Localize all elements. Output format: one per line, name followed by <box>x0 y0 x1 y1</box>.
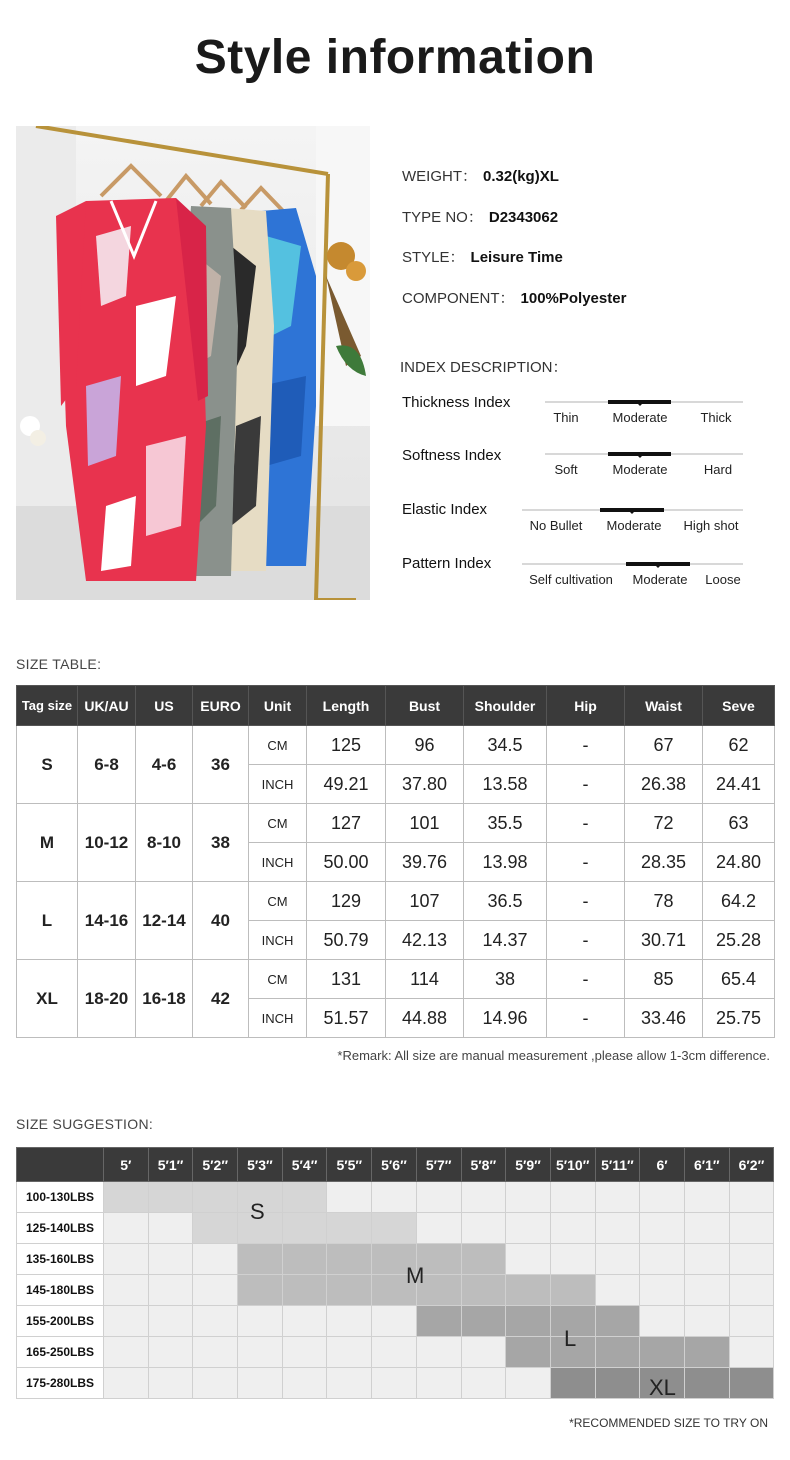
unit-cell: CM <box>249 726 307 765</box>
suggestion-cell <box>148 1337 193 1368</box>
ukau-cell: 10-12 <box>78 804 136 882</box>
measure-cell: - <box>547 999 625 1038</box>
size-letter-m: M <box>406 1263 425 1288</box>
suggestion-cell-filled <box>506 1275 551 1306</box>
suggestion-cell-filled <box>595 1368 640 1399</box>
suggestion-cell <box>104 1368 149 1399</box>
suggestion-cell-filled <box>506 1306 551 1337</box>
measure-cell: 28.35 <box>625 843 703 882</box>
suggestion-cell-filled <box>595 1337 640 1368</box>
measure-cell: 114 <box>386 960 464 999</box>
measure-cell: 33.46 <box>625 999 703 1038</box>
header-shoulder: Shoulder <box>464 686 547 726</box>
measure-cell: 35.5 <box>464 804 547 843</box>
suggestion-cell <box>238 1368 283 1399</box>
unit-cell: INCH <box>249 921 307 960</box>
suggestion-cell <box>684 1275 729 1306</box>
suggestion-cell <box>416 1337 461 1368</box>
suggestion-cell <box>506 1244 551 1275</box>
suggestion-cell <box>416 1182 461 1213</box>
style-value: Leisure Time <box>470 249 563 266</box>
suggestion-cell-filled <box>416 1306 461 1337</box>
suggestion-cell-filled <box>282 1275 327 1306</box>
measure-cell: 30.71 <box>625 921 703 960</box>
suggestion-cell <box>282 1306 327 1337</box>
size-table <box>16 685 775 1038</box>
suggestion-cell <box>372 1306 417 1337</box>
index-description-label: INDEX DESCRIPTION： <box>400 359 568 376</box>
suggestion-cell-filled <box>595 1306 640 1337</box>
measure-cell: 38 <box>464 960 547 999</box>
suggestion-cell <box>238 1337 283 1368</box>
weight-label: 125-140LBS <box>17 1213 104 1244</box>
suggestion-cell-filled <box>684 1337 729 1368</box>
suggestion-cell <box>729 1213 774 1244</box>
remark-note: *Remark: All size are manual measurement ,please allow 1-3cm difference. <box>337 1048 770 1063</box>
weight-row <box>17 1213 774 1244</box>
thickness-index-label: Thickness Index <box>402 394 511 411</box>
suggestion-cell-filled <box>550 1275 595 1306</box>
header-length: Length <box>307 686 386 726</box>
suggestion-cell <box>148 1213 193 1244</box>
weight-label: WEIGHT： <box>402 168 477 185</box>
measure-cell: 50.79 <box>307 921 386 960</box>
suggestion-cell <box>729 1244 774 1275</box>
suggestion-cell-filled <box>104 1182 149 1213</box>
corner-cell <box>17 1148 104 1182</box>
suggestion-cell <box>684 1182 729 1213</box>
euro-cell: 42 <box>193 960 249 1038</box>
product-photo <box>16 126 370 600</box>
pattern-scale <box>522 563 743 593</box>
suggestion-cell-filled <box>238 1275 283 1306</box>
measure-cell: 25.28 <box>703 921 775 960</box>
suggestion-cell <box>104 1306 149 1337</box>
softness-index-label: Softness Index <box>402 447 502 464</box>
size-row-cm <box>17 882 775 921</box>
size-row-cm <box>17 960 775 999</box>
measure-cell: 24.41 <box>703 765 775 804</box>
us-cell: 8-10 <box>136 804 193 882</box>
suggestion-cell-filled <box>461 1244 506 1275</box>
euro-cell: 36 <box>193 726 249 804</box>
softness-high: Hard <box>703 462 733 477</box>
softness-scale <box>545 453 743 483</box>
measure-cell: 14.96 <box>464 999 547 1038</box>
measure-cell: 127 <box>307 804 386 843</box>
suggestion-cell <box>104 1275 149 1306</box>
suggestion-cell <box>461 1368 506 1399</box>
size-letter-xl: XL <box>649 1375 676 1400</box>
softness-low: Soft <box>554 462 578 477</box>
height-header-row <box>17 1148 774 1182</box>
suggestion-cell-filled <box>550 1368 595 1399</box>
height-header: 5′3″ <box>238 1148 283 1182</box>
measure-cell: 101 <box>386 804 464 843</box>
height-header: 5′9″ <box>506 1148 551 1182</box>
height-header: 5′7″ <box>416 1148 461 1182</box>
measure-cell: 24.80 <box>703 843 775 882</box>
measure-cell: 14.37 <box>464 921 547 960</box>
header-euro: EURO <box>193 686 249 726</box>
measure-cell: - <box>547 726 625 765</box>
measure-cell: - <box>547 882 625 921</box>
ukau-cell: 14-16 <box>78 882 136 960</box>
measure-cell: 96 <box>386 726 464 765</box>
pattern-index-label: Pattern Index <box>402 555 492 572</box>
page-title: Style information <box>194 31 596 84</box>
style-label: STYLE： <box>402 249 465 266</box>
height-header: 5′4″ <box>282 1148 327 1182</box>
weight-label: 175-280LBS <box>17 1368 104 1399</box>
suggestion-cell <box>327 1182 372 1213</box>
suggestion-cell <box>640 1182 685 1213</box>
suggestion-cell-filled <box>327 1213 372 1244</box>
measure-cell: 64.2 <box>703 882 775 921</box>
measure-cell: 131 <box>307 960 386 999</box>
thickness-low: Thin <box>553 410 579 425</box>
unit-cell: CM <box>249 882 307 921</box>
recommended-note: *RECOMMENDED SIZE TO TRY ON <box>569 1416 768 1430</box>
suggestion-cell <box>416 1368 461 1399</box>
euro-cell: 40 <box>193 882 249 960</box>
header-waist: Waist <box>625 686 703 726</box>
suggestion-cell <box>461 1337 506 1368</box>
size-row-cm <box>17 726 775 765</box>
measure-cell: 78 <box>625 882 703 921</box>
suggestion-cell <box>684 1213 729 1244</box>
suggestion-cell <box>148 1275 193 1306</box>
suggestion-cell <box>148 1306 193 1337</box>
type-value: D2343062 <box>488 209 559 226</box>
tag-size-cell: L <box>17 882 78 960</box>
height-header: 5′6″ <box>372 1148 417 1182</box>
suggestion-cell <box>729 1306 774 1337</box>
suggestion-cell-filled <box>282 1182 327 1213</box>
suggestion-cell <box>104 1213 149 1244</box>
header-bust: Bust <box>386 686 464 726</box>
thickness-mid: Moderate <box>612 410 668 425</box>
height-header: 6′2″ <box>729 1148 774 1182</box>
unit-cell: CM <box>249 804 307 843</box>
suggestion-cell <box>461 1182 506 1213</box>
pattern-low: Self cultivation <box>529 572 613 587</box>
suggestion-cell <box>506 1368 551 1399</box>
measure-cell: 50.00 <box>307 843 386 882</box>
suggestion-cell <box>729 1275 774 1306</box>
suggestion-cell <box>372 1368 417 1399</box>
measure-cell: - <box>547 804 625 843</box>
suggestion-cell <box>193 1306 238 1337</box>
suggestion-cell <box>282 1368 327 1399</box>
measure-cell: - <box>547 921 625 960</box>
size-letter-s: S <box>250 1199 265 1224</box>
suggestion-cell <box>729 1182 774 1213</box>
suggestion-cell <box>104 1244 149 1275</box>
header-tag-size: Tag size <box>17 686 78 726</box>
unit-cell: INCH <box>249 843 307 882</box>
suggestion-cell <box>193 1244 238 1275</box>
measure-cell: 39.76 <box>386 843 464 882</box>
measure-cell: 26.38 <box>625 765 703 804</box>
unit-cell: CM <box>249 960 307 999</box>
suggestion-cell <box>595 1244 640 1275</box>
measure-cell: - <box>547 765 625 804</box>
suggestion-cell-filled <box>282 1244 327 1275</box>
suggestion-cell <box>193 1337 238 1368</box>
height-header: 5′10″ <box>550 1148 595 1182</box>
suggestion-cell <box>193 1275 238 1306</box>
measure-cell: 65.4 <box>703 960 775 999</box>
measure-cell: 51.57 <box>307 999 386 1038</box>
suggestion-cell <box>729 1337 774 1368</box>
measure-cell: 44.88 <box>386 999 464 1038</box>
suggestion-cell <box>684 1306 729 1337</box>
header-hip: Hip <box>547 686 625 726</box>
suggestion-cell <box>640 1275 685 1306</box>
weight-row <box>17 1275 774 1306</box>
suggestion-cell <box>282 1337 327 1368</box>
suggestion-cell <box>640 1306 685 1337</box>
suggestion-cell <box>193 1368 238 1399</box>
tag-size-cell: S <box>17 726 78 804</box>
measure-cell: 37.80 <box>386 765 464 804</box>
measure-cell: 85 <box>625 960 703 999</box>
measure-cell: - <box>547 843 625 882</box>
suggestion-cell-filled <box>729 1368 774 1399</box>
component-value: 100%Polyester <box>520 290 627 307</box>
weight-label: 145-180LBS <box>17 1275 104 1306</box>
measure-cell: 67 <box>625 726 703 765</box>
measure-cell: 107 <box>386 882 464 921</box>
suggestion-cell <box>461 1213 506 1244</box>
suggestion-cell-filled <box>238 1244 283 1275</box>
size-row-cm <box>17 804 775 843</box>
weight-label: 155-200LBS <box>17 1306 104 1337</box>
measure-cell: 49.21 <box>307 765 386 804</box>
suggestion-cell <box>550 1244 595 1275</box>
measure-cell: 63 <box>703 804 775 843</box>
weight-label: 135-160LBS <box>17 1244 104 1275</box>
suggestion-cell-filled <box>327 1275 372 1306</box>
euro-cell: 38 <box>193 804 249 882</box>
weight-row <box>17 1306 774 1337</box>
measure-cell: 62 <box>703 726 775 765</box>
component-label: COMPONENT： <box>402 290 515 307</box>
suggestion-cell <box>595 1182 640 1213</box>
size-suggestion-table <box>16 1147 774 1399</box>
size-table-label: SIZE TABLE: <box>16 656 102 672</box>
elastic-low: No Bullet <box>529 518 583 533</box>
info-style <box>402 246 563 267</box>
height-header: 5′1″ <box>148 1148 193 1182</box>
size-table-header <box>17 686 775 726</box>
suggestion-cell-filled <box>461 1275 506 1306</box>
info-weight <box>402 165 559 186</box>
elastic-index-label: Elastic Index <box>402 501 488 518</box>
thickness-high: Thick <box>700 410 732 425</box>
weight-row <box>17 1182 774 1213</box>
ukau-cell: 18-20 <box>78 960 136 1038</box>
us-cell: 12-14 <box>136 882 193 960</box>
header-unit: Unit <box>249 686 307 726</box>
measure-cell: 42.13 <box>386 921 464 960</box>
height-header: 5′11″ <box>595 1148 640 1182</box>
unit-cell: INCH <box>249 999 307 1038</box>
height-header: 5′8″ <box>461 1148 506 1182</box>
suggestion-cell-filled <box>640 1337 685 1368</box>
header-ukau: UK/AU <box>78 686 136 726</box>
elastic-scale <box>522 509 743 539</box>
us-cell: 16-18 <box>136 960 193 1038</box>
thickness-scale <box>545 401 743 431</box>
suggestion-cell <box>550 1182 595 1213</box>
pattern-mid: Moderate <box>632 572 688 587</box>
weight-label: 100-130LBS <box>17 1182 104 1213</box>
suggestion-cell <box>684 1244 729 1275</box>
header-us: US <box>136 686 193 726</box>
suggestion-cell-filled <box>327 1244 372 1275</box>
measure-cell: 25.75 <box>703 999 775 1038</box>
header-seve: Seve <box>703 686 775 726</box>
type-label: TYPE NO： <box>402 209 483 226</box>
suggestion-cell <box>327 1368 372 1399</box>
suggestion-cell-filled <box>461 1306 506 1337</box>
size-letter-l: L <box>564 1326 577 1351</box>
elastic-mid: Moderate <box>606 518 662 533</box>
measure-cell: 13.98 <box>464 843 547 882</box>
suggestion-cell <box>372 1182 417 1213</box>
suggestion-cell-filled <box>506 1337 551 1368</box>
weight-label: 165-250LBS <box>17 1337 104 1368</box>
measure-cell: 13.58 <box>464 765 547 804</box>
suggestion-cell <box>104 1337 149 1368</box>
measure-cell: 72 <box>625 804 703 843</box>
suggestion-cell <box>640 1244 685 1275</box>
suggestion-cell <box>416 1213 461 1244</box>
suggestion-cell-filled <box>193 1182 238 1213</box>
softness-mid: Moderate <box>612 462 668 477</box>
measure-cell: 36.5 <box>464 882 547 921</box>
weight-row <box>17 1337 774 1368</box>
suggestion-cell-filled <box>372 1213 417 1244</box>
tag-size-cell: M <box>17 804 78 882</box>
measure-cell: - <box>547 960 625 999</box>
suggestion-cell <box>506 1182 551 1213</box>
suggestion-cell <box>148 1244 193 1275</box>
suggestion-cell <box>148 1368 193 1399</box>
measure-cell: 129 <box>307 882 386 921</box>
height-header: 6′ <box>640 1148 685 1182</box>
pattern-high: Loose <box>705 572 741 587</box>
tag-size-cell: XL <box>17 960 78 1038</box>
info-type <box>402 206 558 227</box>
suggestion-cell <box>372 1337 417 1368</box>
height-header: 6′1″ <box>684 1148 729 1182</box>
weight-value: 0.32(kg)XL <box>483 168 559 185</box>
unit-cell: INCH <box>249 765 307 804</box>
height-header: 5′5″ <box>327 1148 372 1182</box>
suggestion-cell <box>327 1337 372 1368</box>
ukau-cell: 6-8 <box>78 726 136 804</box>
suggestion-cell-filled <box>148 1182 193 1213</box>
measure-cell: 125 <box>307 726 386 765</box>
elastic-high: High shot <box>683 518 739 533</box>
height-header: 5′2″ <box>193 1148 238 1182</box>
size-suggestion-label: SIZE SUGGESTION: <box>16 1116 154 1132</box>
suggestion-cell <box>238 1306 283 1337</box>
height-header: 5′ <box>104 1148 149 1182</box>
suggestion-cell <box>550 1213 595 1244</box>
suggestion-cell <box>640 1213 685 1244</box>
info-component <box>402 287 626 308</box>
suggestion-cell <box>595 1213 640 1244</box>
suggestion-cell <box>506 1213 551 1244</box>
suggestion-cell <box>327 1306 372 1337</box>
suggestion-cell-filled <box>193 1213 238 1244</box>
suggestion-cell-filled <box>282 1213 327 1244</box>
suggestion-cell <box>595 1275 640 1306</box>
suggestion-cell-filled <box>684 1368 729 1399</box>
us-cell: 4-6 <box>136 726 193 804</box>
weight-row <box>17 1244 774 1275</box>
measure-cell: 34.5 <box>464 726 547 765</box>
